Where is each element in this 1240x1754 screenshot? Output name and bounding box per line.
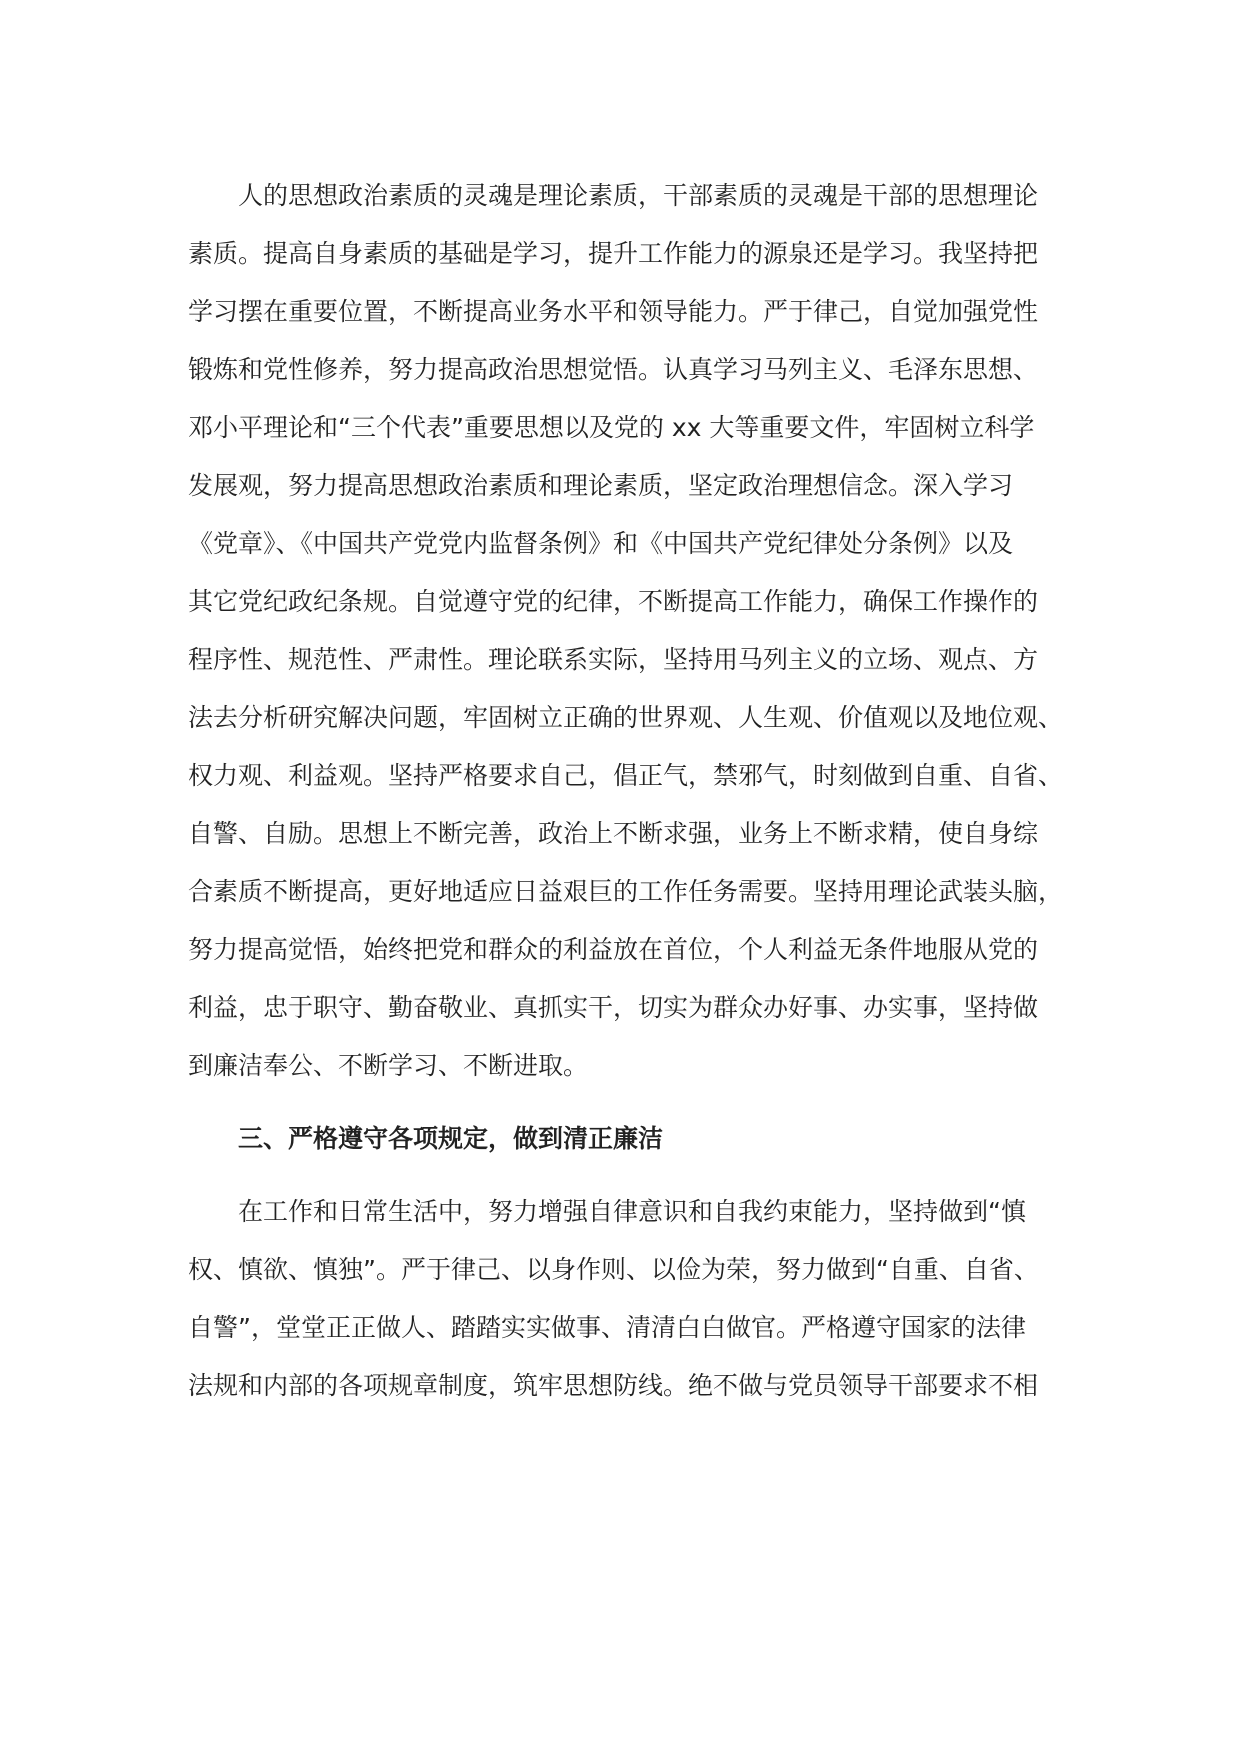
paragraph-line: 程序性、规范性、严肃性。理论联系实际，坚持用马列主义的立场、观点、方 (188, 645, 1039, 674)
section-heading: 三、严格遵守各项规定，做到清正廉洁 (238, 1124, 664, 1153)
paragraph-line: 合素质不断提高，更好地适应日益艰巨的工作任务需要。坚持用理论武装头脑， (188, 877, 1064, 906)
paragraph-line: 利益，忠于职守、勤奋敬业、真抓实干，切实为群众办好事、办实事，坚持做 (188, 993, 1039, 1022)
paragraph-line: 自警、自励。思想上不断完善，政治上不断求强，业务上不断求精，使自身综 (188, 819, 1039, 848)
paragraph-line: 权、慎欲、慎独”。严于律己、以身作则、以俭为荣，努力做到“自重、自省、 (188, 1255, 1039, 1284)
paragraph-line: 人的思想政治素质的灵魂是理论素质，干部素质的灵魂是干部的思想理论 (238, 181, 1039, 210)
paragraph-line: 学习摆在重要位置，不断提高业务水平和领导能力。严于律己，自觉加强党性 (188, 297, 1039, 326)
paragraph-line: 发展观，努力提高思想政治素质和理论素质，坚定政治理想信念。深入学习 (188, 471, 1014, 500)
paragraph-line: 在工作和日常生活中，努力增强自律意识和自我约束能力，坚持做到“慎 (238, 1197, 1026, 1226)
paragraph-line: 《党章》、《中国共产党党内监督条例》和《中国共产党纪律处分条例》以及 (188, 529, 1014, 558)
paragraph-line: 法规和内部的各项规章制度，筑牢思想防线。绝不做与党员领导干部要求不相 (188, 1371, 1039, 1400)
paragraph-line: 素质。提高自身素质的基础是学习，提升工作能力的源泉还是学习。我坚持把 (188, 239, 1039, 268)
paragraph-line: 到廉洁奉公、不断学习、不断进取。 (188, 1051, 589, 1080)
paragraph-line: 邓小平理论和“三个代表”重要思想以及党的 xx 大等重要文件，牢固树立科学 (188, 413, 1035, 442)
paragraph-line: 自警”，堂堂正正做人、踏踏实实做事、清清白白做官。严格遵守国家的法律 (188, 1313, 1026, 1342)
paragraph-line: 努力提高觉悟，始终把党和群众的利益放在首位，个人利益无条件地服从党的 (188, 935, 1039, 964)
paragraph-line: 其它党纪政纪条规。自觉遵守党的纪律，不断提高工作能力，确保工作操作的 (188, 587, 1039, 616)
paragraph-line: 法去分析研究解决问题，牢固树立正确的世界观、人生观、价值观以及地位观、 (188, 703, 1064, 732)
paragraph-line: 锻炼和党性修养，努力提高政治思想觉悟。认真学习马列主义、毛泽东思想、 (188, 355, 1039, 384)
paragraph-line: 权力观、利益观。坚持严格要求自己，倡正气，禁邪气，时刻做到自重、自省、 (188, 761, 1064, 790)
